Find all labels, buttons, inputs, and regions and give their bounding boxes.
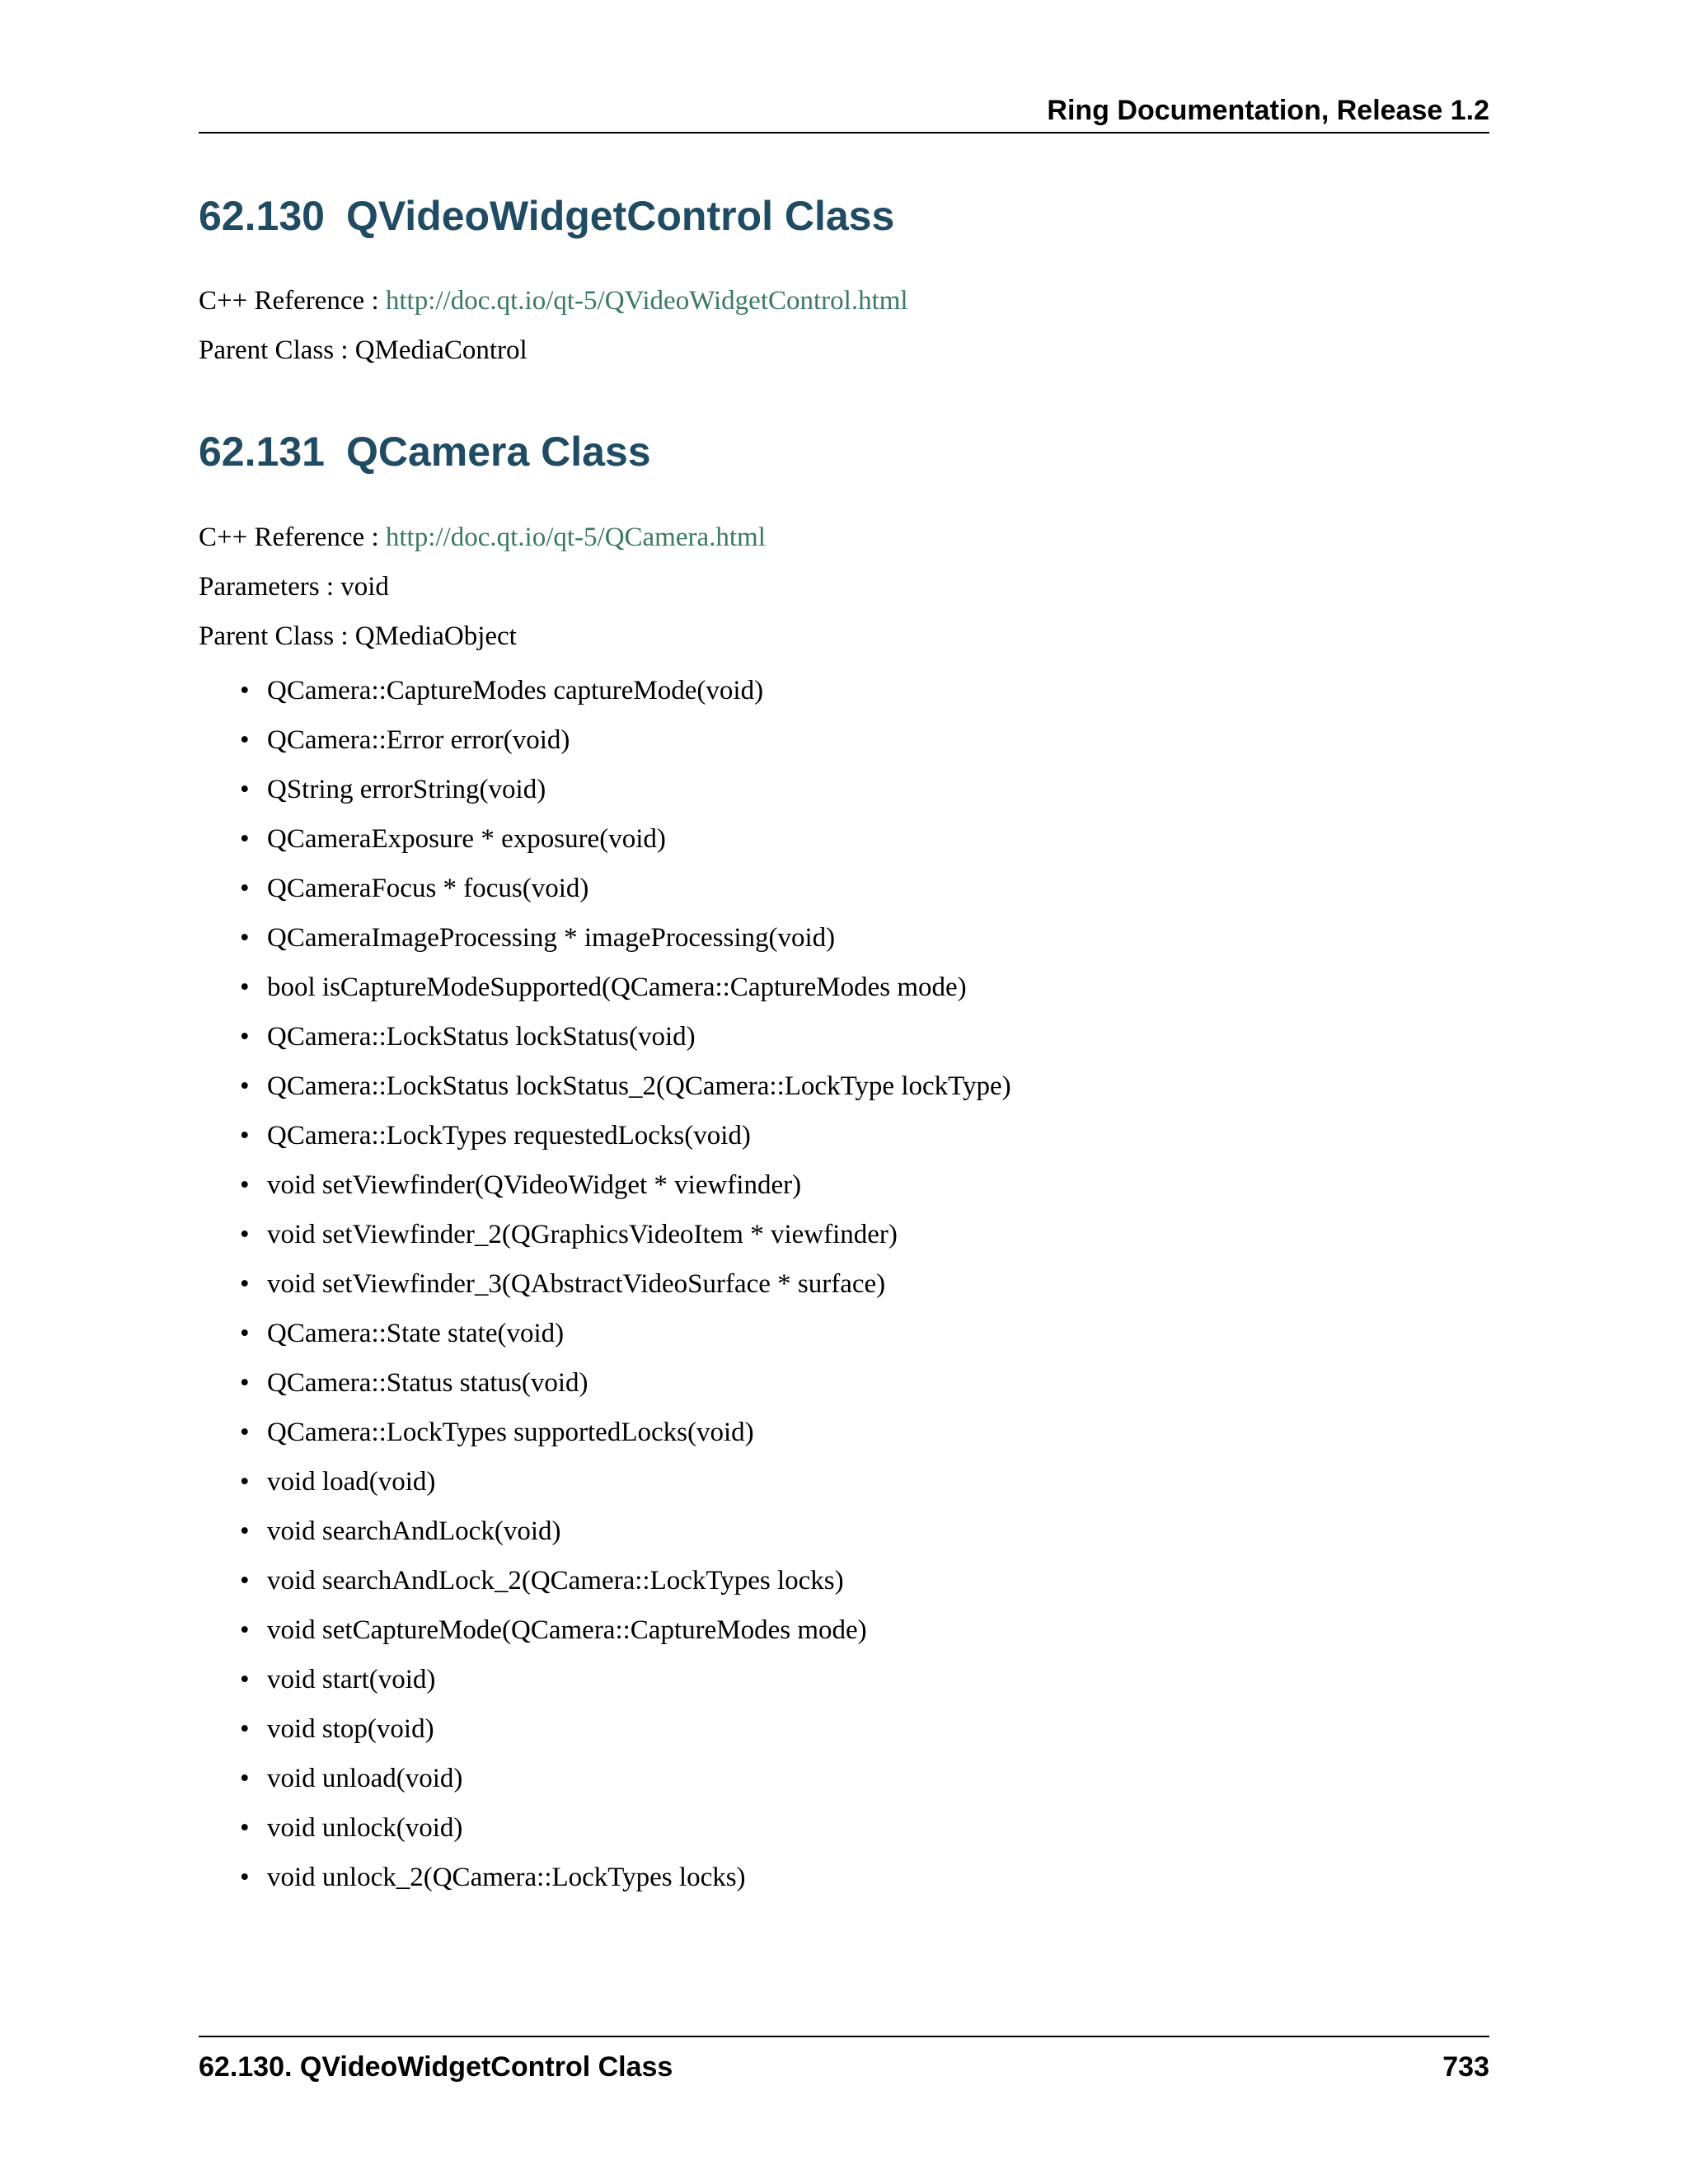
method-signature: void load(void) xyxy=(267,1467,436,1497)
list-item xyxy=(199,1169,1011,1218)
bullet-icon: • xyxy=(240,1269,250,1299)
list-item xyxy=(199,1614,1011,1663)
section-title: QVideoWidgetControl Class xyxy=(345,193,895,239)
list-item xyxy=(199,1268,1011,1317)
method-signature: void unload(void) xyxy=(267,1764,463,1793)
method-signature: QCameraImageProcessing * imageProcessing(void) xyxy=(267,923,836,953)
method-signature: void stop(void) xyxy=(267,1714,434,1744)
list-item xyxy=(199,1663,1011,1713)
list-item xyxy=(199,921,1011,971)
list-item xyxy=(199,1515,1011,1564)
list-item xyxy=(199,971,1011,1020)
bullet-icon: • xyxy=(240,775,250,804)
bullet-icon: • xyxy=(240,1170,250,1200)
method-signature: void searchAndLock_2(QCamera::LockTypes locks) xyxy=(267,1566,844,1596)
bullet-icon: • xyxy=(240,725,250,755)
method-signature: void setViewfinder_2(QGraphicsVideoItem * viewfinder) xyxy=(267,1220,898,1249)
list-item xyxy=(199,1317,1011,1366)
bullet-icon: • xyxy=(240,1071,250,1101)
list-item xyxy=(199,1416,1011,1465)
page-footer xyxy=(199,2036,1489,2083)
bullet-icon: • xyxy=(240,1516,250,1546)
bullet-icon: • xyxy=(240,1467,250,1497)
list-item xyxy=(199,724,1011,773)
method-signature: QCamera::CaptureModes captureMode(void) xyxy=(267,676,764,705)
list-item xyxy=(199,1861,1011,1910)
method-signature: QCamera::Status status(void) xyxy=(267,1368,588,1398)
cpp-reference-line xyxy=(199,284,908,317)
parent-class-line: Parent Class : QMediaObject xyxy=(199,621,517,651)
method-signature: bool isCaptureModeSupported(QCamera::CaptureModes mode) xyxy=(267,972,967,1002)
list-item xyxy=(199,1020,1011,1070)
page-header xyxy=(199,92,1489,134)
list-item xyxy=(199,1218,1011,1268)
method-signature: QCamera::LockStatus lockStatus_2(QCamera::LockType lockType) xyxy=(267,1071,1011,1101)
bullet-icon: • xyxy=(240,1714,250,1744)
bullet-icon: • xyxy=(240,1418,250,1447)
list-item xyxy=(199,773,1011,823)
bullet-icon: • xyxy=(240,1863,250,1892)
list-item xyxy=(199,1811,1011,1861)
method-signature: QCameraFocus * focus(void) xyxy=(267,874,589,903)
list-item xyxy=(199,823,1011,872)
list-item xyxy=(199,1762,1011,1811)
method-signature: void setCaptureMode(QCamera::CaptureModes mode) xyxy=(267,1615,867,1645)
list-item xyxy=(199,1564,1011,1614)
section-number: 62.131 xyxy=(199,429,325,475)
list-item xyxy=(199,1070,1011,1119)
bullet-icon: • xyxy=(240,874,250,903)
cpp-reference-link[interactable]: http://doc.qt.io/qt-5/QVideoWidgetControl.html xyxy=(385,286,908,316)
bullet-icon: • xyxy=(240,1813,250,1843)
bullet-icon: • xyxy=(240,1220,250,1249)
parameters-line: Parameters : void xyxy=(199,572,389,602)
method-signature: QString errorString(void) xyxy=(267,775,546,804)
list-item xyxy=(199,1713,1011,1762)
document-title: Ring Documentation, Release 1.2 xyxy=(1047,95,1489,126)
cpp-reference-label: C++ Reference : xyxy=(199,523,386,552)
bullet-icon: • xyxy=(240,1121,250,1151)
section-heading-qvideowidgetcontrol xyxy=(199,191,894,241)
bullet-icon: • xyxy=(240,1615,250,1645)
method-signature: QCamera::LockTypes supportedLocks(void) xyxy=(267,1418,754,1447)
bullet-icon: • xyxy=(240,1022,250,1052)
cpp-reference-link[interactable]: http://doc.qt.io/qt-5/QCamera.html xyxy=(385,523,766,552)
cpp-reference-label: C++ Reference : xyxy=(199,286,386,316)
bullet-icon: • xyxy=(240,1566,250,1596)
list-item xyxy=(199,872,1011,921)
bullet-icon: • xyxy=(240,1319,250,1348)
method-signature: void setViewfinder(QVideoWidget * viewfinder) xyxy=(267,1170,802,1200)
section-title: QCamera Class xyxy=(345,429,651,475)
method-signature: void setViewfinder_3(QAbstractVideoSurface * surface) xyxy=(267,1269,886,1299)
method-signature: void unlock_2(QCamera::LockTypes locks) xyxy=(267,1863,746,1892)
method-signature: void unlock(void) xyxy=(267,1813,463,1843)
bullet-icon: • xyxy=(240,1368,250,1398)
parent-class-line: Parent Class : QMediaControl xyxy=(199,335,528,365)
method-list xyxy=(199,674,1011,1910)
method-signature: QCamera::State state(void) xyxy=(267,1319,565,1348)
method-signature: void searchAndLock(void) xyxy=(267,1516,561,1546)
bullet-icon: • xyxy=(240,824,250,854)
bullet-icon: • xyxy=(240,1665,250,1694)
page-number: 733 xyxy=(1442,2051,1489,2083)
method-signature: void start(void) xyxy=(267,1665,436,1694)
bullet-icon: • xyxy=(240,972,250,1002)
footer-section-title: 62.130. QVideoWidgetControl Class xyxy=(199,2051,673,2083)
method-signature: QCameraExposure * exposure(void) xyxy=(267,824,666,854)
bullet-icon: • xyxy=(240,1764,250,1793)
section-heading-qcamera xyxy=(199,427,651,476)
bullet-icon: • xyxy=(240,676,250,705)
list-item xyxy=(199,1465,1011,1515)
method-signature: QCamera::LockStatus lockStatus(void) xyxy=(267,1022,696,1052)
section-number: 62.130 xyxy=(199,193,325,239)
list-item xyxy=(199,1119,1011,1169)
method-signature: QCamera::LockTypes requestedLocks(void) xyxy=(267,1121,751,1151)
method-signature: QCamera::Error error(void) xyxy=(267,725,570,755)
list-item xyxy=(199,674,1011,724)
list-item xyxy=(199,1366,1011,1416)
cpp-reference-line xyxy=(199,521,766,554)
bullet-icon: • xyxy=(240,923,250,953)
